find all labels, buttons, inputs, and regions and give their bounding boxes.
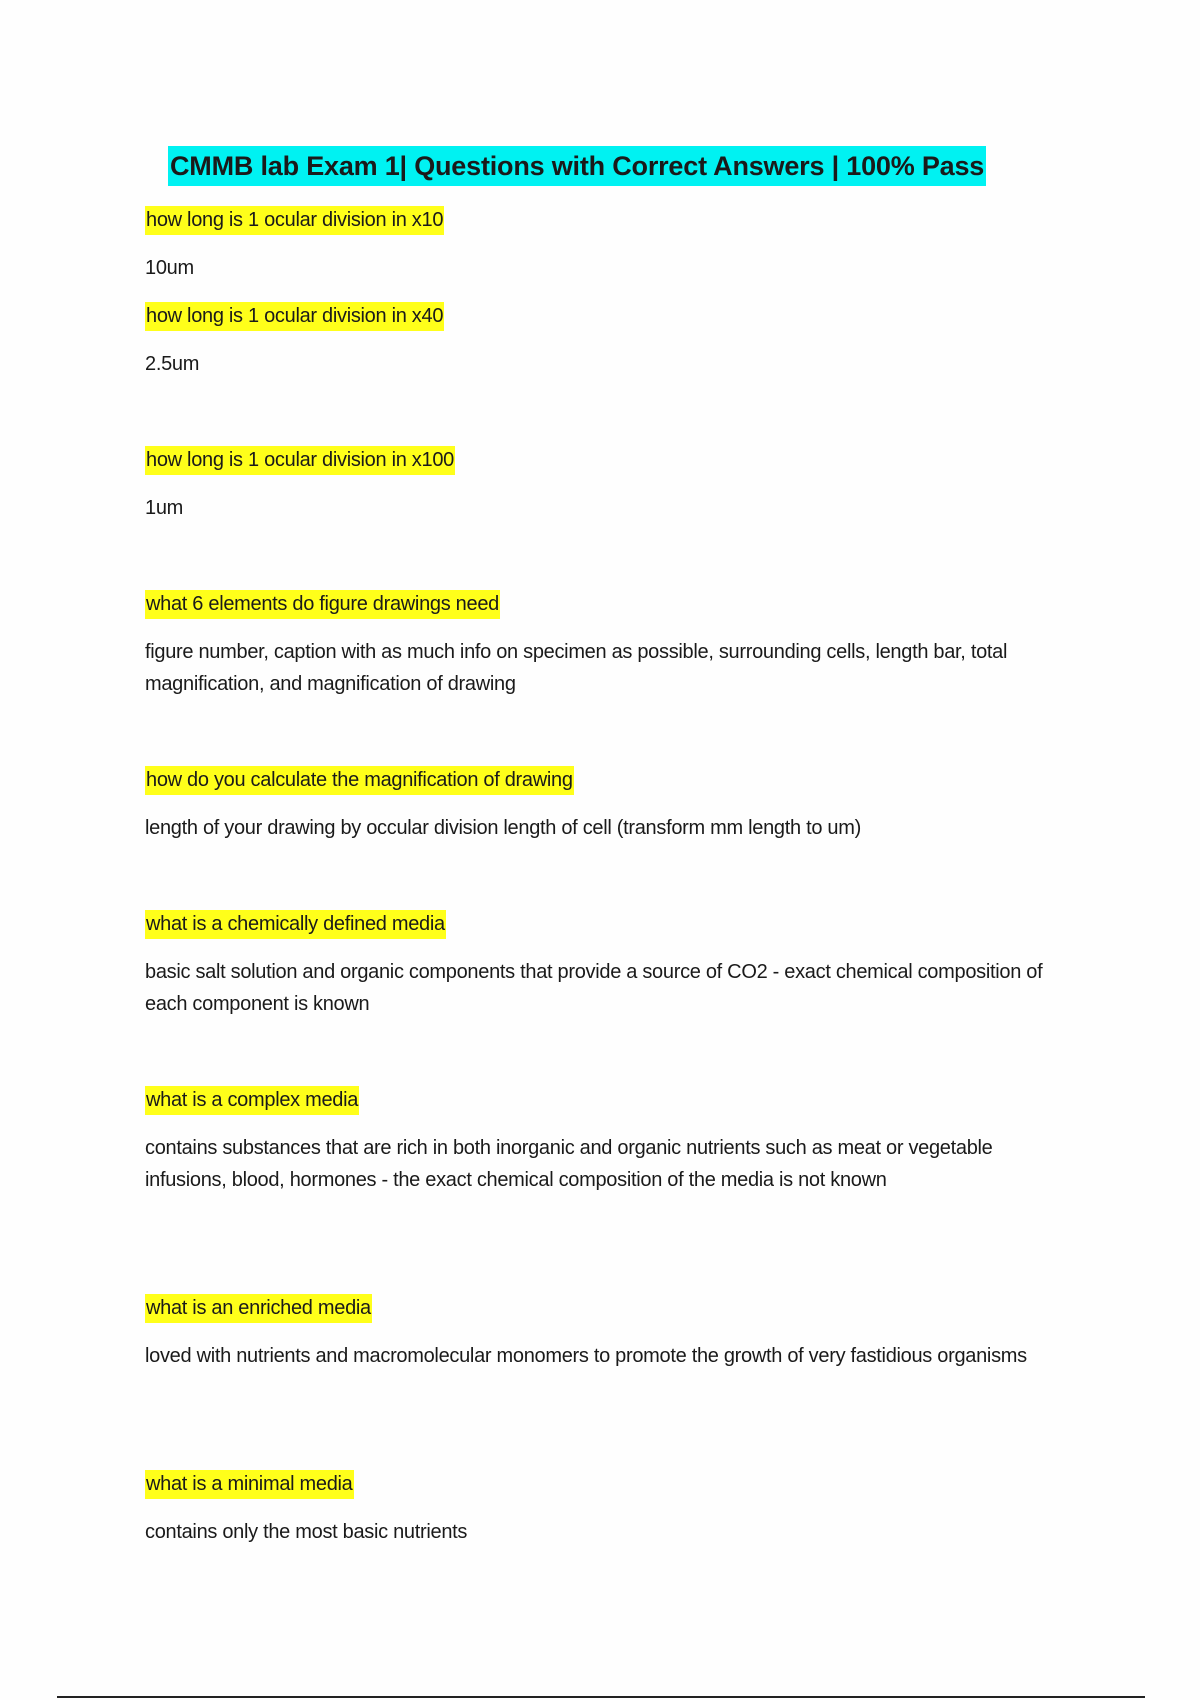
footer-divider bbox=[57, 1696, 1145, 1698]
question-9: what is a minimal media bbox=[145, 1470, 354, 1499]
answer-2: 2.5um bbox=[145, 353, 200, 375]
answer-7: contains substances that are rich in both inorganic and organic nutrients such as meat or vegetable infusions, blood, hormones - the exact chemical composition of the media is not known bbox=[145, 1137, 993, 1191]
answer-5: length of your drawing by occular division length of cell (transform mm length to um) bbox=[145, 817, 861, 839]
answer-3: 1um bbox=[145, 497, 184, 519]
question-1: how long is 1 ocular division in x10 bbox=[145, 206, 444, 235]
question-7: what is a complex media bbox=[145, 1086, 359, 1115]
answer-8: loved with nutrients and macromolecular monomers to promote the growth of very fastidious organisms bbox=[145, 1345, 1027, 1367]
answer-4: figure number, caption with as much info on specimen as possible, surrounding cells, length bar, total magnification, and magnification of drawing bbox=[145, 641, 1008, 695]
answer-1: 10um bbox=[145, 257, 194, 279]
answer-9: contains only the most basic nutrients bbox=[145, 1521, 468, 1543]
question-4: what 6 elements do figure drawings need bbox=[145, 590, 500, 619]
question-8: what is an enriched media bbox=[145, 1294, 372, 1323]
question-6: what is a chemically defined media bbox=[145, 910, 446, 939]
document-title: CMMB lab Exam 1| Questions with Correct Answers | 100% Pass bbox=[168, 146, 986, 186]
question-5: how do you calculate the magnification of drawing bbox=[145, 766, 574, 795]
question-3: how long is 1 ocular division in x100 bbox=[145, 446, 455, 475]
answer-6: basic salt solution and organic components that provide a source of CO2 - exact chemical composition of each component is known bbox=[145, 961, 1043, 1015]
question-2: how long is 1 ocular division in x40 bbox=[145, 302, 444, 331]
